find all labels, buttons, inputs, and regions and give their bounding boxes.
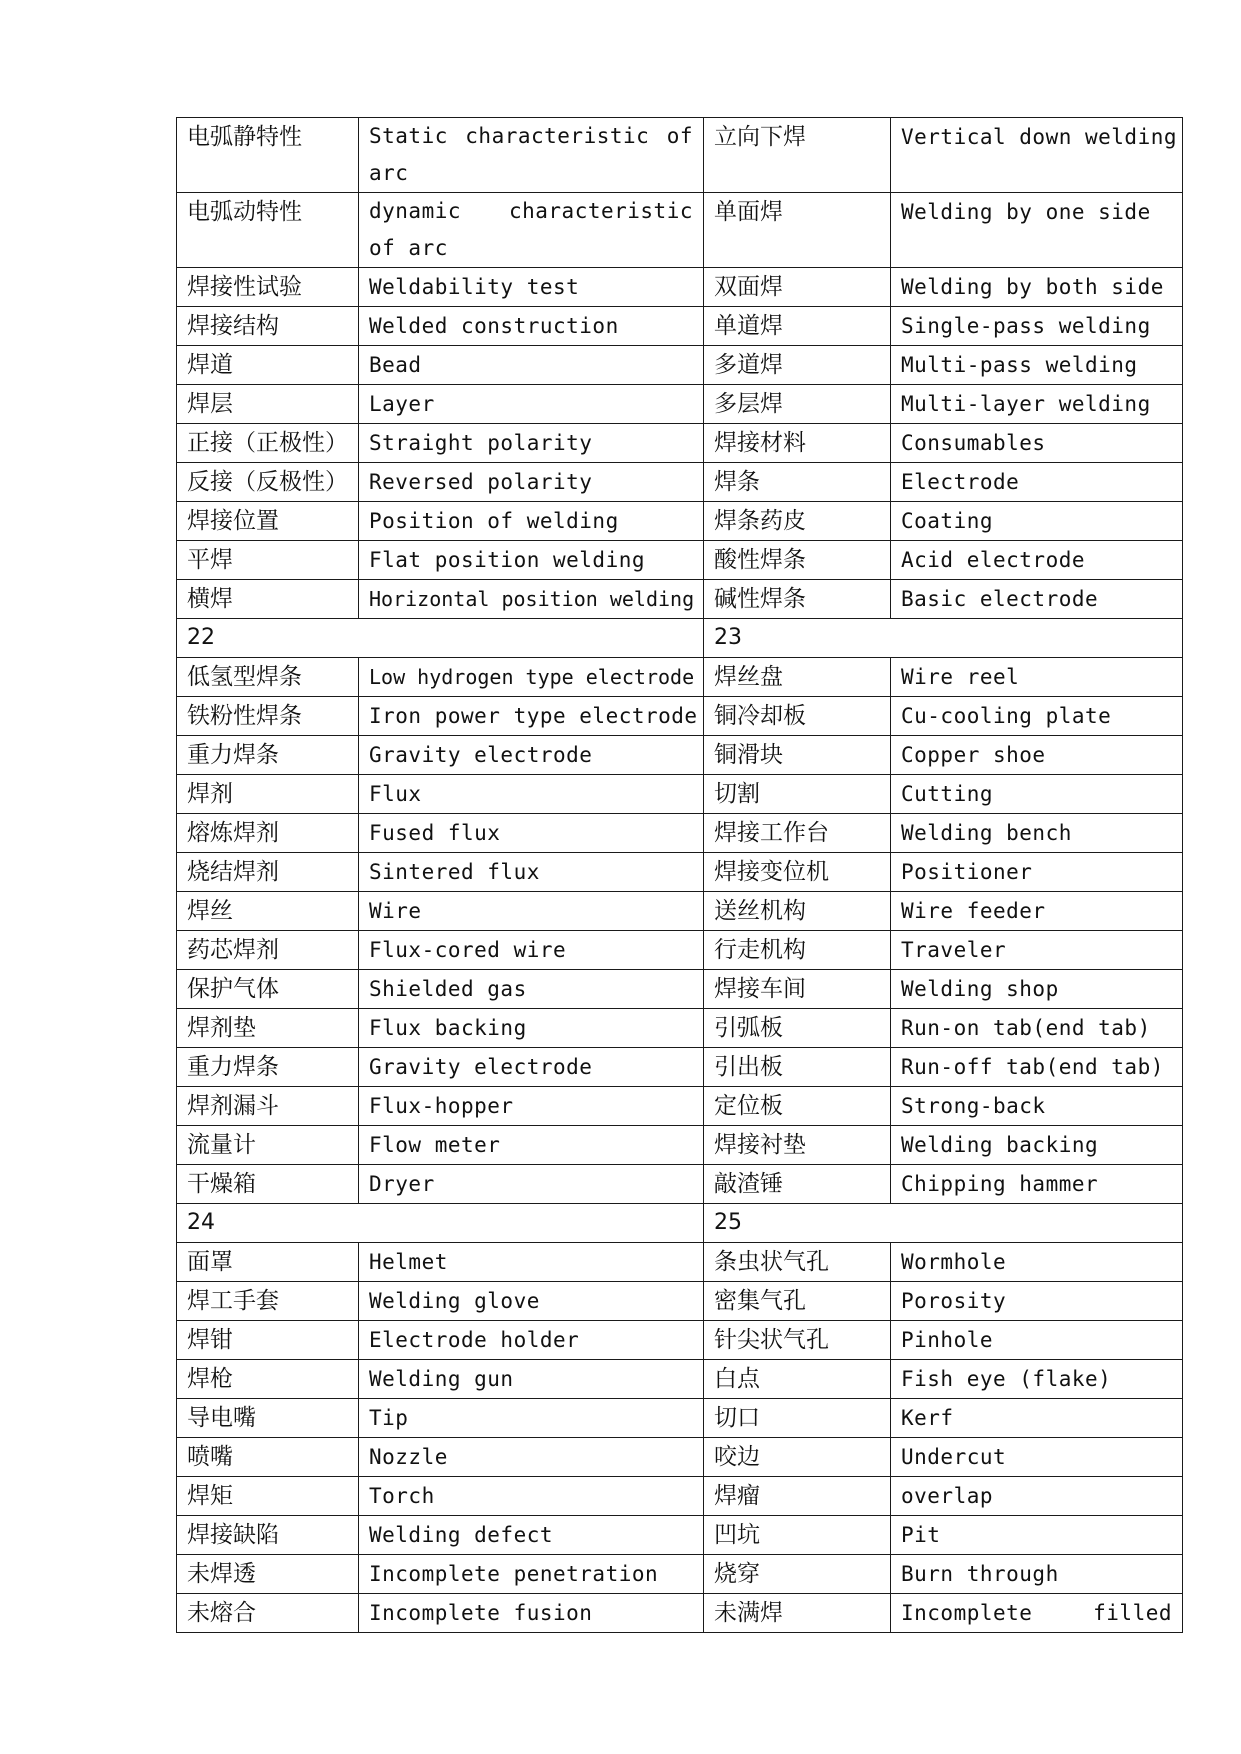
term-chinese: 低氢型焊条 — [177, 658, 359, 697]
section-number: 25 — [704, 1204, 1183, 1243]
term-chinese: 多层焊 — [704, 385, 891, 424]
table-row — [177, 892, 1183, 931]
term-chinese: 焊剂垫 — [177, 1009, 359, 1048]
term-chinese: 碱性焊条 — [704, 580, 891, 619]
table-row — [177, 385, 1183, 424]
term-chinese: 焊条 — [704, 463, 891, 502]
term-english: Welding shop — [891, 970, 1183, 1009]
term-english: Weldability test — [359, 268, 704, 307]
term-english: Welding gun — [359, 1360, 704, 1399]
term-english: Straight polarity — [359, 424, 704, 463]
term-chinese: 焊接位置 — [177, 502, 359, 541]
term-chinese: 引弧板 — [704, 1009, 891, 1048]
term-chinese: 干燥箱 — [177, 1165, 359, 1204]
term-english: Undercut — [891, 1438, 1183, 1477]
term-chinese: 保护气体 — [177, 970, 359, 1009]
term-chinese: 焊接性试验 — [177, 268, 359, 307]
term-chinese: 行走机构 — [704, 931, 891, 970]
table-row — [177, 580, 1183, 619]
table-row — [177, 1555, 1183, 1594]
term-chinese: 定位板 — [704, 1087, 891, 1126]
table-row — [177, 1516, 1183, 1555]
term-english: Reversed polarity — [359, 463, 704, 502]
table-row — [177, 118, 1183, 193]
term-chinese: 密集气孔 — [704, 1282, 891, 1321]
table-row — [177, 346, 1183, 385]
term-english: Welding bench — [891, 814, 1183, 853]
term-chinese: 凹坑 — [704, 1516, 891, 1555]
term-english: Wormhole — [891, 1243, 1183, 1282]
term-chinese: 平焊 — [177, 541, 359, 580]
table-row — [177, 1594, 1183, 1633]
term-english: Flux-cored wire — [359, 931, 704, 970]
term-chinese: 焊接衬垫 — [704, 1126, 891, 1165]
table-row — [177, 1477, 1183, 1516]
term-chinese: 正接（正极性） — [177, 424, 359, 463]
term-english: Pit — [891, 1516, 1183, 1555]
term-chinese: 焊剂漏斗 — [177, 1087, 359, 1126]
section-number: 22 — [177, 619, 704, 658]
term-english: Iron power type electrode — [359, 697, 704, 736]
term-english: Welded construction — [359, 307, 704, 346]
term-chinese: 未熔合 — [177, 1594, 359, 1633]
section-row — [177, 1204, 1183, 1243]
term-english: Static characteristic of arc — [359, 118, 704, 193]
table-row — [177, 1048, 1183, 1087]
table-row — [177, 853, 1183, 892]
term-english: Acid electrode — [891, 541, 1183, 580]
term-chinese: 条虫状气孔 — [704, 1243, 891, 1282]
term-english: Low hydrogen type electrode — [359, 658, 704, 697]
term-english: overlap — [891, 1477, 1183, 1516]
term-english: Strong-back — [891, 1087, 1183, 1126]
table-row — [177, 463, 1183, 502]
term-chinese: 立向下焊 — [704, 118, 891, 193]
term-chinese: 切割 — [704, 775, 891, 814]
term-chinese: 敲渣锤 — [704, 1165, 891, 1204]
section-number: 24 — [177, 1204, 704, 1243]
term-english: Incomplete penetration — [359, 1555, 704, 1594]
glossary-table — [176, 117, 1183, 1633]
table-row — [177, 193, 1183, 268]
table-row — [177, 775, 1183, 814]
term-chinese: 铜冷却板 — [704, 697, 891, 736]
term-chinese: 白点 — [704, 1360, 891, 1399]
table-row — [177, 307, 1183, 346]
term-english: Multi-pass welding — [891, 346, 1183, 385]
term-chinese: 反接（反极性） — [177, 463, 359, 502]
table-row — [177, 541, 1183, 580]
term-english: Run-off tab(end tab) — [891, 1048, 1183, 1087]
term-chinese: 焊接结构 — [177, 307, 359, 346]
table-row — [177, 268, 1183, 307]
term-english: Chipping hammer — [891, 1165, 1183, 1204]
table-row — [177, 1360, 1183, 1399]
term-english: Multi-layer welding — [891, 385, 1183, 424]
term-chinese: 焊剂 — [177, 775, 359, 814]
term-chinese: 焊接材料 — [704, 424, 891, 463]
term-english: Gravity electrode — [359, 1048, 704, 1087]
term-english: Porosity — [891, 1282, 1183, 1321]
table-row — [177, 1321, 1183, 1360]
term-chinese: 酸性焊条 — [704, 541, 891, 580]
term-english: Flat position welding — [359, 541, 704, 580]
table-row — [177, 970, 1183, 1009]
term-english: Electrode — [891, 463, 1183, 502]
term-english: Fused flux — [359, 814, 704, 853]
term-english: Cu-cooling plate — [891, 697, 1183, 736]
term-chinese: 焊工手套 — [177, 1282, 359, 1321]
term-english: Pinhole — [891, 1321, 1183, 1360]
table-row — [177, 697, 1183, 736]
term-chinese: 铁粉性焊条 — [177, 697, 359, 736]
table-row — [177, 424, 1183, 463]
term-chinese: 重力焊条 — [177, 1048, 359, 1087]
term-english: Cutting — [891, 775, 1183, 814]
table-row — [177, 1399, 1183, 1438]
term-english: Flux-hopper — [359, 1087, 704, 1126]
term-chinese: 焊瘤 — [704, 1477, 891, 1516]
term-english: Horizontal position welding — [359, 580, 704, 619]
term-chinese: 导电嘴 — [177, 1399, 359, 1438]
term-english: Electrode holder — [359, 1321, 704, 1360]
term-chinese: 焊钳 — [177, 1321, 359, 1360]
term-english: Run-on tab(end tab) — [891, 1009, 1183, 1048]
term-english: Incomplete fusion — [359, 1594, 704, 1633]
table-row — [177, 658, 1183, 697]
term-chinese: 焊矩 — [177, 1477, 359, 1516]
term-english: Coating — [891, 502, 1183, 541]
term-chinese: 面罩 — [177, 1243, 359, 1282]
term-chinese: 焊接缺陷 — [177, 1516, 359, 1555]
term-chinese: 多道焊 — [704, 346, 891, 385]
table-row — [177, 502, 1183, 541]
term-english: Consumables — [891, 424, 1183, 463]
term-english: Single-pass welding — [891, 307, 1183, 346]
term-english: Dryer — [359, 1165, 704, 1204]
term-english: Welding by one side — [891, 193, 1183, 268]
term-chinese: 切口 — [704, 1399, 891, 1438]
term-english: Wire feeder — [891, 892, 1183, 931]
term-chinese: 焊道 — [177, 346, 359, 385]
term-chinese: 药芯焊剂 — [177, 931, 359, 970]
term-english: Wire reel — [891, 658, 1183, 697]
term-chinese: 重力焊条 — [177, 736, 359, 775]
term-english: Nozzle — [359, 1438, 704, 1477]
term-chinese: 焊丝盘 — [704, 658, 891, 697]
term-english: Incomplete filled — [891, 1594, 1183, 1633]
term-chinese: 电弧静特性 — [177, 118, 359, 193]
term-english: Layer — [359, 385, 704, 424]
term-english: dynamic characteristic of arc — [359, 193, 704, 268]
term-chinese: 双面焊 — [704, 268, 891, 307]
term-chinese: 焊接车间 — [704, 970, 891, 1009]
term-chinese: 喷嘴 — [177, 1438, 359, 1477]
table-row — [177, 736, 1183, 775]
term-english: Wire — [359, 892, 704, 931]
term-english: Bead — [359, 346, 704, 385]
term-chinese: 流量计 — [177, 1126, 359, 1165]
table-row — [177, 1438, 1183, 1477]
term-english: Helmet — [359, 1243, 704, 1282]
term-english: Welding by both side — [891, 268, 1183, 307]
term-english: Welding glove — [359, 1282, 704, 1321]
table-row — [177, 1087, 1183, 1126]
term-chinese: 单面焊 — [704, 193, 891, 268]
term-english: Traveler — [891, 931, 1183, 970]
table-row — [177, 1165, 1183, 1204]
term-chinese: 咬边 — [704, 1438, 891, 1477]
term-chinese: 焊枪 — [177, 1360, 359, 1399]
term-english: Fish eye (flake) — [891, 1360, 1183, 1399]
term-chinese: 熔炼焊剂 — [177, 814, 359, 853]
table-row — [177, 1243, 1183, 1282]
term-chinese: 焊接工作台 — [704, 814, 891, 853]
section-number: 23 — [704, 619, 1183, 658]
term-english: Kerf — [891, 1399, 1183, 1438]
term-chinese: 焊条药皮 — [704, 502, 891, 541]
term-chinese: 引出板 — [704, 1048, 891, 1087]
table-row — [177, 1282, 1183, 1321]
table-row — [177, 931, 1183, 970]
term-english: Positioner — [891, 853, 1183, 892]
term-english: Basic electrode — [891, 580, 1183, 619]
term-english: Shielded gas — [359, 970, 704, 1009]
term-chinese: 焊接变位机 — [704, 853, 891, 892]
term-english: Sintered flux — [359, 853, 704, 892]
term-english: Flow meter — [359, 1126, 704, 1165]
term-english: Welding defect — [359, 1516, 704, 1555]
term-chinese: 横焊 — [177, 580, 359, 619]
term-english: Burn through — [891, 1555, 1183, 1594]
term-english: Flux — [359, 775, 704, 814]
term-chinese: 未焊透 — [177, 1555, 359, 1594]
term-chinese: 单道焊 — [704, 307, 891, 346]
table-row — [177, 814, 1183, 853]
term-chinese: 焊丝 — [177, 892, 359, 931]
term-chinese: 针尖状气孔 — [704, 1321, 891, 1360]
term-chinese: 送丝机构 — [704, 892, 891, 931]
term-chinese: 烧结焊剂 — [177, 853, 359, 892]
term-english: Flux backing — [359, 1009, 704, 1048]
term-chinese: 烧穿 — [704, 1555, 891, 1594]
term-english: Tip — [359, 1399, 704, 1438]
term-english: Vertical down welding — [891, 118, 1183, 193]
table-row — [177, 1009, 1183, 1048]
term-english: Welding backing — [891, 1126, 1183, 1165]
term-english: Gravity electrode — [359, 736, 704, 775]
term-english: Copper shoe — [891, 736, 1183, 775]
term-english: Position of welding — [359, 502, 704, 541]
term-chinese: 铜滑块 — [704, 736, 891, 775]
term-chinese: 未满焊 — [704, 1594, 891, 1633]
term-chinese: 电弧动特性 — [177, 193, 359, 268]
table-row — [177, 1126, 1183, 1165]
term-english: Torch — [359, 1477, 704, 1516]
term-chinese: 焊层 — [177, 385, 359, 424]
section-row — [177, 619, 1183, 658]
